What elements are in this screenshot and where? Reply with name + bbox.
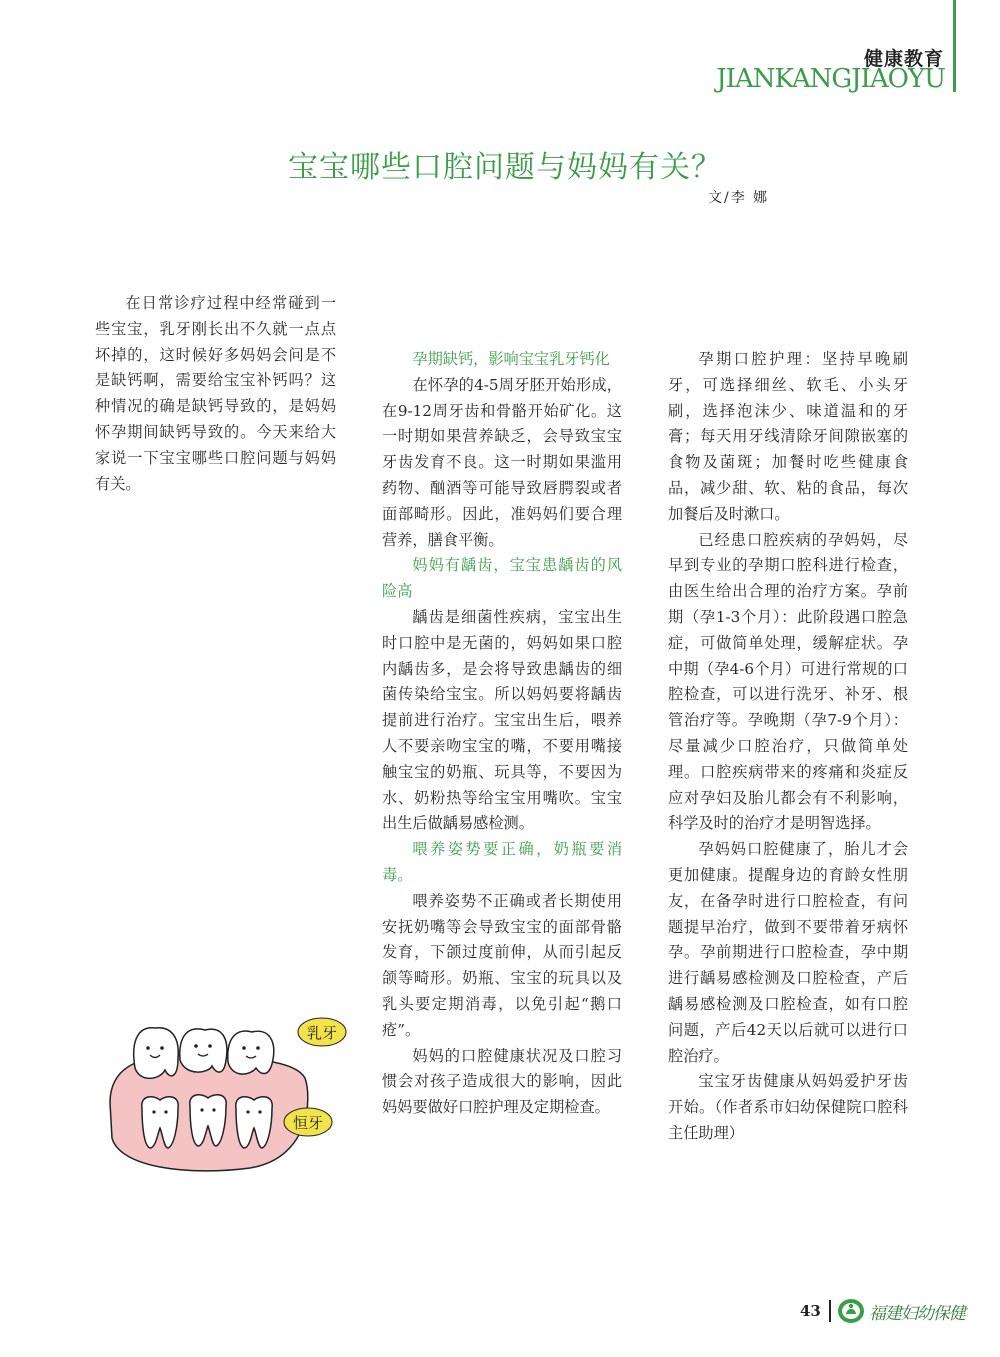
body-paragraph: 孕妈妈口腔健康了，胎儿才会更加健康。提醒身边的育龄女性朋友，在备孕时进行口腔检查，有问题提早治疗，做到不要带着牙病怀孕。孕前期进行口腔检查，孕中期进行龋易感检测及口腔检查，产后龋易感检测及口腔检查，如有口腔问题，产后42天以后就可以进行口腔治疗。 bbox=[668, 840, 908, 1065]
column-3 bbox=[668, 347, 908, 1147]
section-heading: 妈妈有龋齿，宝宝患龋齿的风险高 bbox=[382, 556, 622, 601]
section-heading: 孕期缺钙，影响宝宝乳牙钙化 bbox=[412, 350, 610, 368]
body-paragraph: 喂养姿势不正确或者长期使用安抚奶嘴等会导致宝宝的面部骨骼发育，下颌过度前伸，从而引起反颌等畸形。奶瓶、宝宝的玩具以及乳头要定期消毒，以免引起“鹅口疮”。 bbox=[382, 891, 622, 1039]
body-paragraph: 在怀孕的4-5周牙胚开始形成，在9-12周牙齿和骨骼开始矿化。这一时期如果营养缺乏，会导致宝宝牙齿发育不良。这一时期如果滥用药物、酗酒等可能导致唇腭裂或者面部畸形。因此，准妈妈们要合理营养，膳食平衡。 bbox=[382, 375, 622, 549]
section-title-en: JIANKANGJIAOYU bbox=[716, 64, 945, 94]
header-accent-bar bbox=[953, 0, 956, 92]
section-title-cn: 健康教育 bbox=[863, 48, 944, 70]
intro-paragraph: 在日常诊疗过程中经常碰到一些宝宝，乳牙刚长出不久就一点点坏掉的，这时候好多妈妈会问是不是缺钙啊，需要给宝宝补钙吗？这种情况的确是缺钙导致的，是妈妈怀孕期间缺钙导致的。今天来给大家说一下宝宝哪些口腔问题与妈妈有关。 bbox=[95, 294, 336, 493]
column-1 bbox=[95, 291, 336, 497]
page-number: 43 bbox=[800, 1302, 821, 1320]
permanent-teeth-label: 恒牙 bbox=[292, 1114, 324, 1132]
article-title: 宝宝哪些口腔问题与妈妈有关？ bbox=[288, 150, 722, 185]
magazine-name: 福建妇幼保健 bbox=[868, 1303, 965, 1324]
closing-paragraph: 宝宝牙齿健康从妈妈爱护牙齿开始。（作者系市妇幼保健院口腔科主任助理） bbox=[668, 1072, 908, 1142]
mchc-logo-icon bbox=[837, 1298, 865, 1324]
primary-teeth bbox=[134, 1028, 274, 1079]
section-heading: 喂养姿势要正确，奶瓶要消毒。 bbox=[382, 840, 622, 884]
column-2 bbox=[382, 347, 622, 1121]
body-paragraph: 龋齿是细菌性疾病，宝宝出生时口腔中是无菌的，妈妈如果口腔内龋齿多，是会将导致患龋齿的细菌传染给宝宝。所以妈妈要将龋齿提前进行治疗。宝宝出生后，喂养人不要亲吻宝宝的嘴，不要用嘴接触宝宝的奶瓶、玩具等，不要因为水、奶粉热等给宝宝用嘴吹。宝宝出生后做龋易感检测。 bbox=[382, 607, 622, 833]
footer-divider bbox=[829, 1300, 831, 1322]
teeth-illustration bbox=[100, 1008, 350, 1173]
body-paragraph: 孕期口腔护理：坚持早晚刷牙，可选择细丝、软毛、小头牙刷，选择泡沫少、味道温和的牙膏；每天用牙线清除牙间隙嵌塞的食物及菌斑；加餐时吃些健康食品，减少甜、软、粘的食品，每次加餐后及时漱口。 bbox=[668, 350, 908, 523]
page-footer bbox=[800, 1298, 965, 1324]
body-paragraph: 妈妈的口腔健康状况及口腔习惯会对孩子造成很大的影响，因此妈妈要做好口腔护理及定期检查。 bbox=[382, 1046, 622, 1117]
article-author: 文/李 娜 bbox=[708, 190, 770, 206]
body-paragraph: 已经患口腔疾病的孕妈妈，尽早到专业的孕期口腔科进行检查，由医生给出合理的治疗方案。孕前期（孕1-3个月）：此阶段遇口腔急症，可做简单处理，缓解症状。孕中期（孕4-6个月）可进行常规的口腔检查，可以进行洗牙、补牙、根管治疗等。孕晚期（孕7-9个月）：尽量减少口腔治疗，只做简单处理。口腔疾病带来的疼痛和炎症反应对孕妇及胎儿都会有不利影响，科学及时的治疗才是明智选择。 bbox=[668, 530, 908, 833]
primary-teeth-label: 乳牙 bbox=[306, 1024, 338, 1042]
